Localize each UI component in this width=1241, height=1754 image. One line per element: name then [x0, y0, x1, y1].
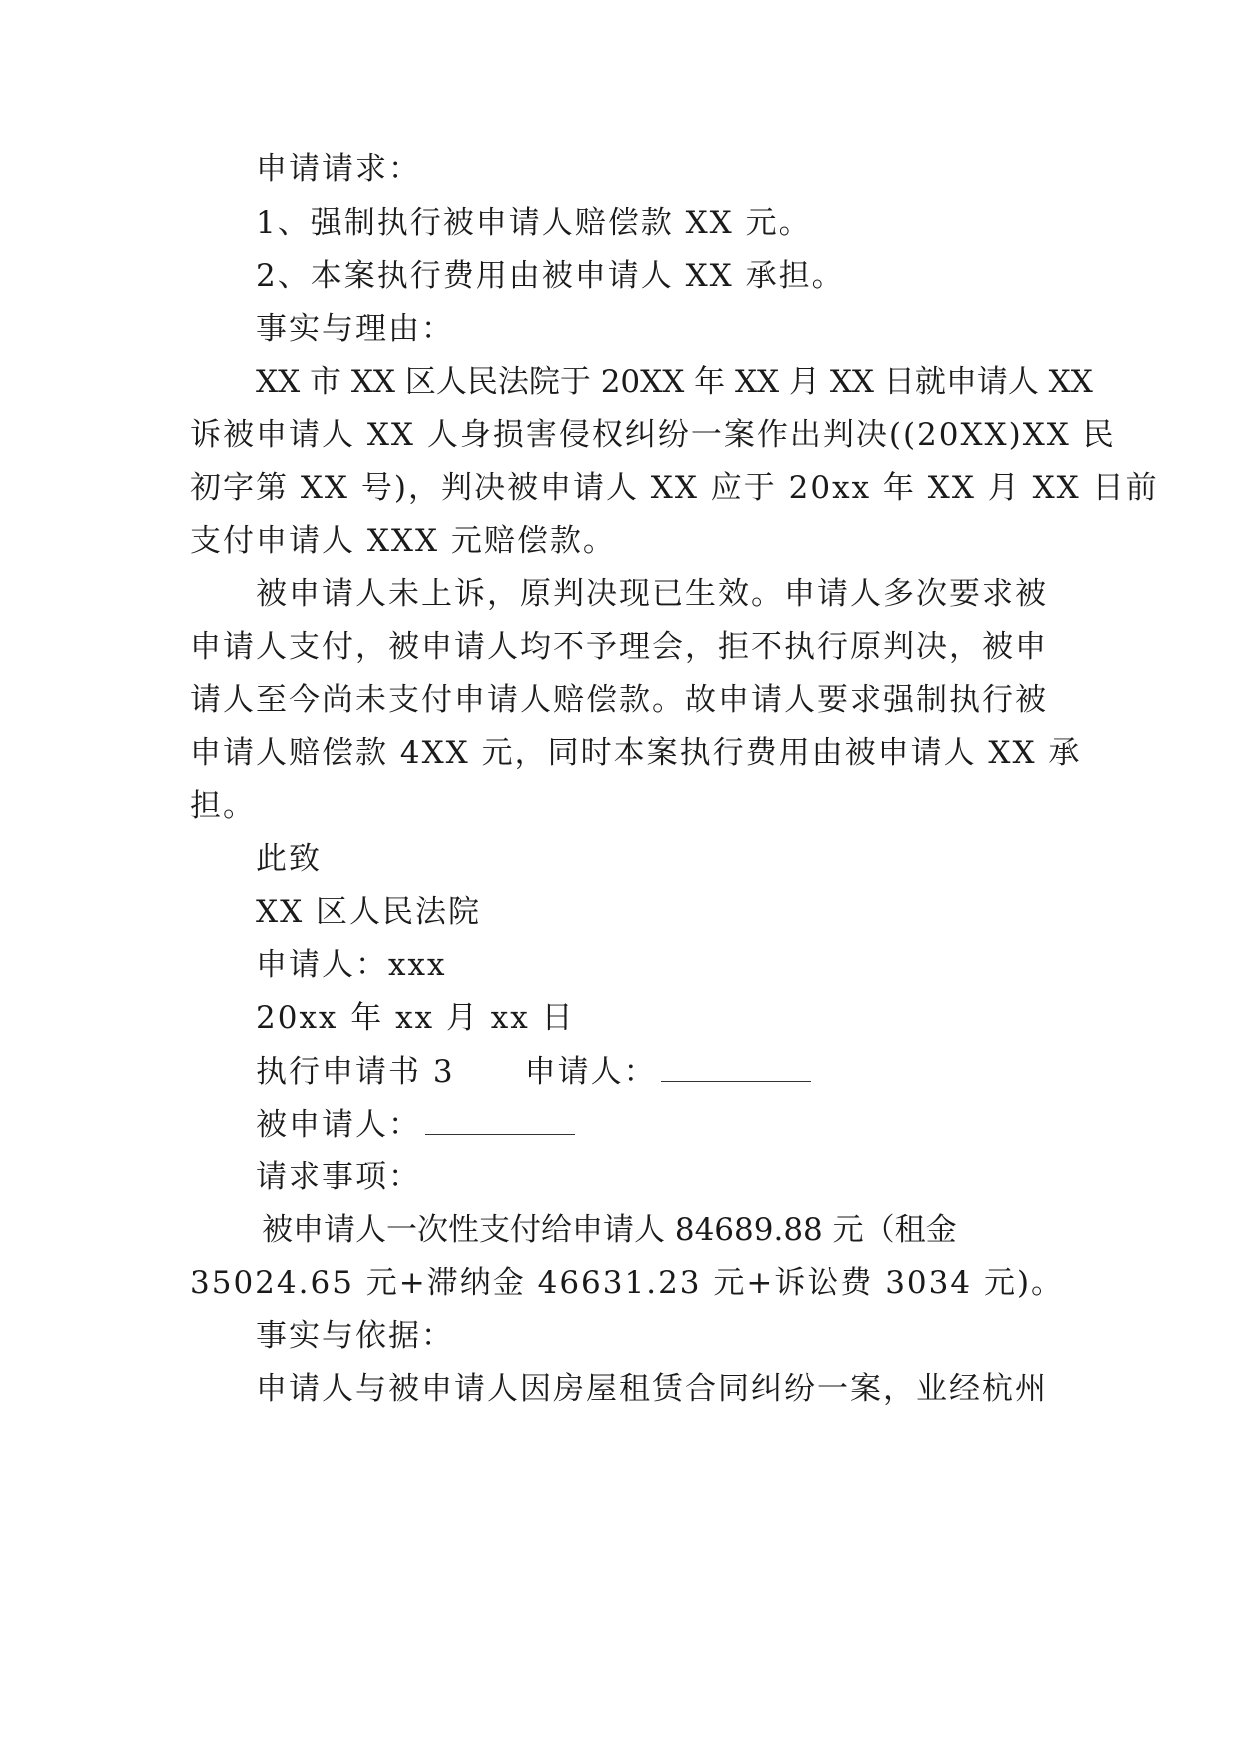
basis-line-1: 申请人与被申请人因房屋租赁合同纠纷一案，业经杭州 [256, 1371, 1048, 1407]
respondent-blank [425, 1104, 575, 1135]
facts-line-2: 诉被申请人 XX 人身损害侵权纠纷一案作出判决((20XX)XX 民 [190, 417, 1116, 453]
request-item-1: 1、强制执行被申请人赔偿款 XX 元。 [256, 205, 812, 241]
reason-line-2: 申请人支付，被申请人均不予理会，拒不执行原判决，被申 [190, 629, 1048, 665]
respondent-row [256, 1104, 575, 1145]
request-item-2: 2、本案执行费用由被申请人 XX 承担。 [256, 258, 845, 294]
heading-basis: 事实与依据： [256, 1318, 454, 1354]
items-line-1: 被申请人一次性支付给申请人 84689.88 元（租金 [262, 1212, 957, 1248]
heading-items: 请求事项： [256, 1159, 421, 1195]
closing-text: 此致 [256, 841, 322, 877]
court-name: XX 区人民法院 [256, 894, 481, 930]
applicant-signature: 申请人：xxx [256, 947, 447, 983]
reason-line-5: 担。 [190, 788, 256, 824]
items-line-2: 35024.65 元+滞纳金 46631.23 元+诉讼费 3034 元)。 [190, 1265, 1065, 1301]
reason-line-1: 被申请人未上诉，原判决现已生效。申请人多次要求被 [256, 576, 1048, 612]
heading-facts: 事实与理由： [256, 311, 454, 347]
respondent-label: 被申请人： [256, 1107, 421, 1143]
doc2-title: 执行申请书 3 [256, 1054, 455, 1090]
applicant-label: 申请人： [524, 1054, 657, 1090]
facts-line-3: 初字第 XX 号)，判决被申请人 XX 应于 20xx 年 XX 月 XX 日前 [190, 470, 1159, 506]
facts-line-4: 支付申请人 XXX 元赔偿款。 [190, 523, 616, 559]
doc2-title-row [256, 1051, 811, 1092]
heading-request: 申请请求： [256, 151, 421, 187]
reason-line-4: 申请人赔偿款 4XX 元，同时本案执行费用由被申请人 XX 承 [190, 735, 1082, 771]
applicant-blank [661, 1051, 811, 1082]
reason-line-3: 请人至今尚未支付申请人赔偿款。故申请人要求强制执行被 [190, 682, 1048, 718]
signature-date: 20xx 年 xx 月 xx 日 [256, 1000, 575, 1036]
facts-line-1: XX 市 XX 区人民法院于 20XX 年 XX 月 XX 日就申请人 XX [256, 364, 1093, 400]
